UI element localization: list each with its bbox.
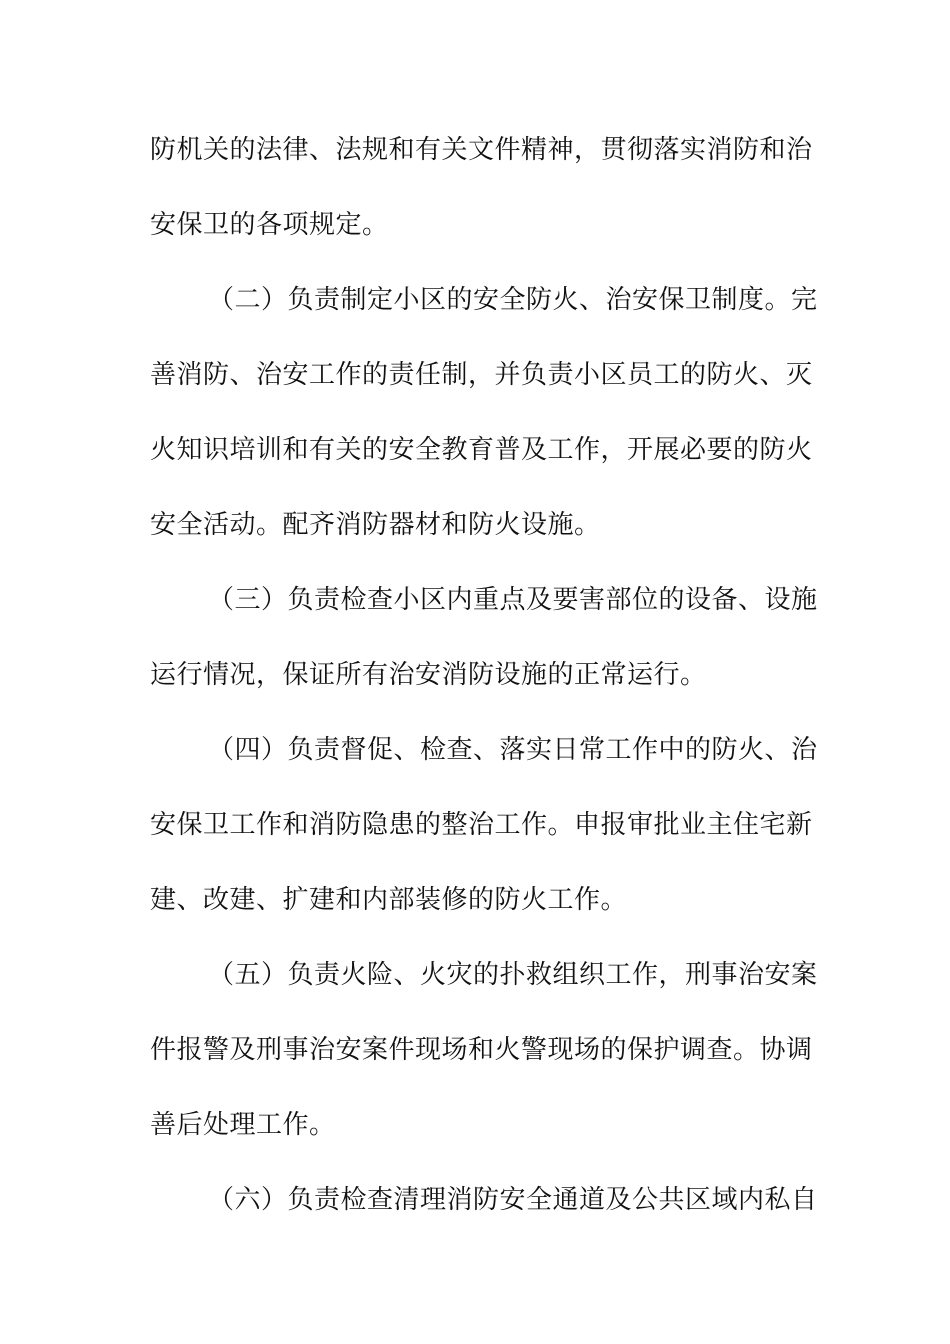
paragraph-start-line: （五）负责火险、火灾的扑救组织工作，刑事治安案 xyxy=(208,960,818,990)
text-line: 件报警及刑事治安案件现场和火警现场的保护调查。协调 xyxy=(150,1035,813,1065)
text-line: 安保卫工作和消防隐患的整治工作。申报审批业主住宅新 xyxy=(150,810,813,840)
paragraph-start-line: （四）负责督促、检查、落实日常工作中的防火、治 xyxy=(208,735,818,765)
text-line: 善消防、治安工作的责任制，并负责小区员工的防火、灭 xyxy=(150,360,813,390)
paragraph-start-line: （三）负责检查小区内重点及要害部位的设备、设施 xyxy=(208,585,818,615)
text-line: 善后处理工作。 xyxy=(150,1110,336,1140)
paragraph-start-line: （六）负责检查清理消防安全通道及公共区域内私自 xyxy=(208,1185,818,1215)
text-line: 防机关的法律、法规和有关文件精神，贯彻落实消防和治 xyxy=(150,135,813,165)
paragraph-start-line: （二）负责制定小区的安全防火、治安保卫制度。完 xyxy=(208,285,818,315)
text-line: 火知识培训和有关的安全教育普及工作，开展必要的防火 xyxy=(150,435,813,465)
text-line: 安全活动。配齐消防器材和防火设施。 xyxy=(150,510,601,540)
text-line: 运行情况，保证所有治安消防设施的正常运行。 xyxy=(150,660,707,690)
text-line: 安保卫的各项规定。 xyxy=(150,210,389,240)
text-line: 建、改建、扩建和内部装修的防火工作。 xyxy=(150,885,628,915)
